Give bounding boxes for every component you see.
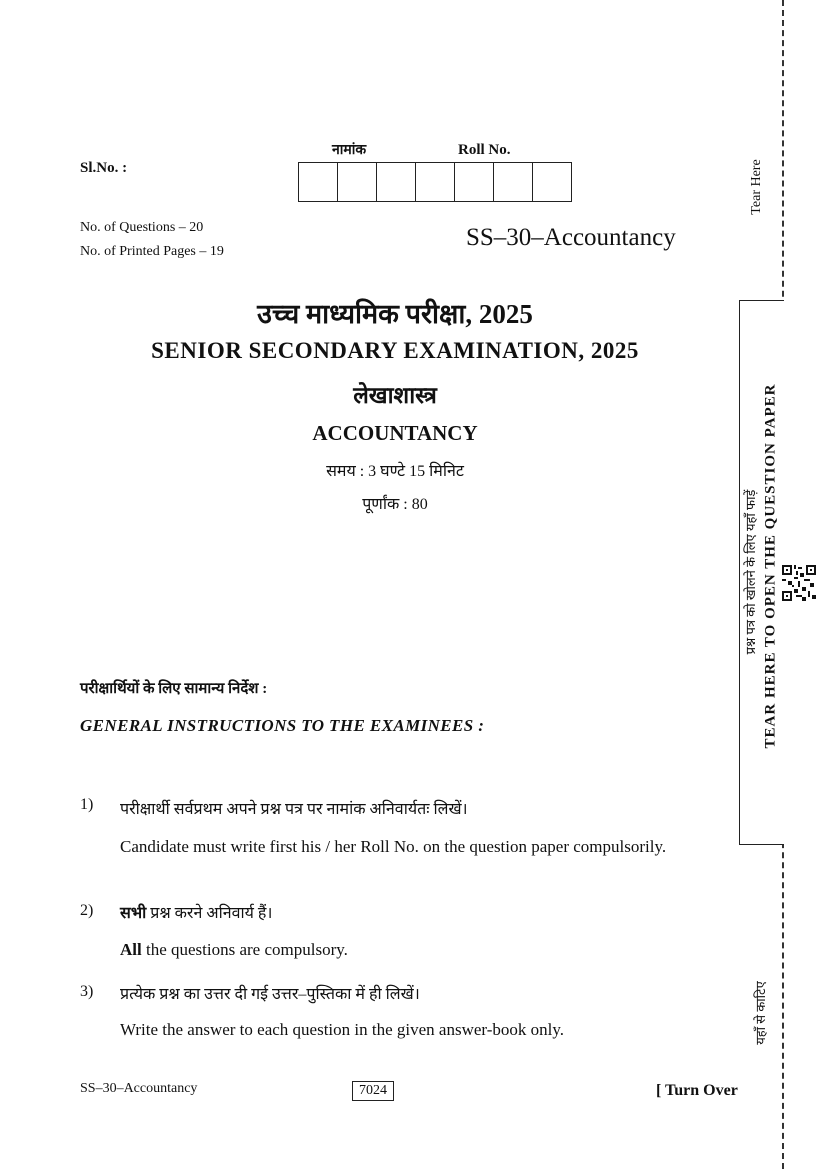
paper-code: SS–30–Accountancy <box>466 224 676 251</box>
exam-title-hindi: उच्च माध्यमिक परीक्षा, 2025 <box>257 299 533 329</box>
instruction-text: प्रश्न करने अनिवार्य हैं। <box>146 905 273 922</box>
instructions-heading-english: GENERAL INSTRUCTIONS TO THE EXAMINEES : <box>80 716 485 735</box>
emphasis-text: All <box>120 940 142 959</box>
cut-here-label: यहाँ से काटिए <box>753 981 768 1045</box>
roll-number-boxes[interactable] <box>298 162 572 202</box>
roll-digit-box[interactable] <box>377 163 416 201</box>
time-allowed: समय : 3 घण्टे 15 मिनिट <box>326 463 464 480</box>
roll-digit-box[interactable] <box>416 163 455 201</box>
tear-instruction-english: TEAR HERE TO OPEN THE QUESTION PAPER <box>762 383 779 749</box>
roll-digit-box[interactable] <box>533 163 571 201</box>
turn-over-label: [ Turn Over <box>656 1082 738 1099</box>
tear-instruction-hindi: प्रश्न पत्र को खोलने के लिए यहाँ फाड़ें <box>743 489 758 655</box>
instruction-hindi: प्रत्येक प्रश्न का उत्तर दी गई उत्तर–पुस्तिका में ही लिखें। <box>120 986 420 1003</box>
tear-here-label: Tear Here <box>749 159 764 215</box>
roll-digit-box[interactable] <box>455 163 494 201</box>
instruction-number: 2) <box>80 902 94 919</box>
instructions-heading-hindi: परीक्षार्थियों के लिए सामान्य निर्देश : <box>80 681 268 697</box>
roll-number-label: Roll No. <box>458 142 511 158</box>
instruction-english: Write the answer to each question in the given answer-book only. <box>120 1020 564 1039</box>
instruction-english <box>120 938 706 961</box>
instruction-number: 1) <box>80 796 94 813</box>
roll-digit-box[interactable] <box>494 163 533 201</box>
serial-number-label: Sl.No. : <box>80 160 128 176</box>
instruction-hindi: परीक्षार्थी सर्वप्रथम अपने प्रश्न पत्र पर नामांक अनिवार्यतः लिखें। <box>120 801 468 818</box>
instruction-text: the questions are compulsory. <box>141 940 348 959</box>
maximum-marks: पूर्णांक : 80 <box>362 496 428 513</box>
number-of-pages: No. of Printed Pages – 19 <box>80 244 224 259</box>
roll-number-hindi-label: नामांक <box>332 143 367 158</box>
footer-page-code: 7024 <box>352 1081 394 1101</box>
qr-code-icon <box>782 565 816 601</box>
emphasis-text: सभी <box>120 905 147 922</box>
roll-digit-box[interactable] <box>299 163 338 201</box>
subject-hindi: लेखाशास्त्र <box>353 383 437 408</box>
instruction-english: Candidate must write first his / her Roll No. on the question paper compulsorily. <box>120 837 667 856</box>
roll-digit-box[interactable] <box>338 163 377 201</box>
instruction-number: 3) <box>80 983 94 1000</box>
footer-paper-code: SS–30–Accountancy <box>80 1081 198 1096</box>
instruction-hindi <box>120 901 272 923</box>
exam-title-english: SENIOR SECONDARY EXAMINATION, 2025 <box>151 338 639 363</box>
number-of-questions: No. of Questions – 20 <box>80 220 204 235</box>
subject-english: ACCOUNTANCY <box>312 421 478 445</box>
